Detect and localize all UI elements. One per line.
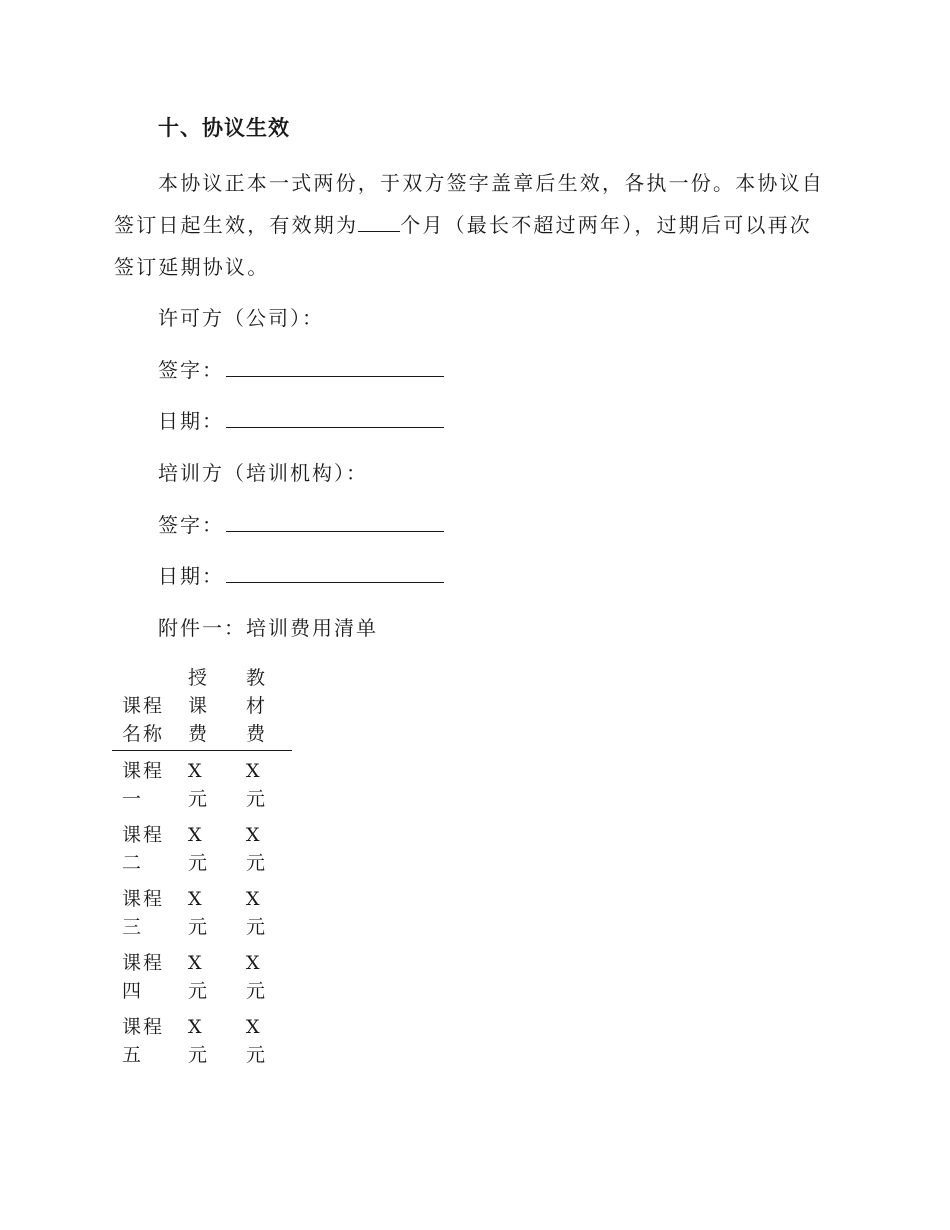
trainer-sign-label: 签字： [158,513,224,537]
trainer-signature-field[interactable] [226,509,444,532]
teaching-fee-cell: X元 [188,824,210,874]
course-name-cell: 课程二 [122,824,165,874]
licensor-sign-label: 签字： [158,358,224,382]
course-name-cell: 课程三 [122,888,165,938]
header-teaching-fee: 授课费 [176,664,234,751]
material-fee-cell: X元 [246,760,268,810]
trainer-date-row [158,560,444,589]
course-name-cell: 课程四 [122,952,165,1002]
trainer-date-field[interactable] [226,560,444,583]
licensor-label: 许可方（公司）： [158,306,324,330]
material-fee-cell: X元 [246,952,268,1002]
table-row [112,1007,292,1071]
teaching-fee-cell: X元 [188,888,210,938]
licensor-signature-field[interactable] [226,354,444,377]
course-name-cell: 课程一 [122,760,165,810]
licensor-signature-row [158,354,444,383]
header-course-name: 课程名称 [112,664,176,751]
teaching-fee-cell: X元 [188,952,210,1002]
table-row [112,943,292,1007]
header-material-fee: 教材费 [234,664,292,751]
table-row [112,815,292,879]
validity-months-blank[interactable] [358,213,400,232]
teaching-fee-cell: X元 [188,1016,210,1066]
fee-table-header-row [112,664,292,751]
trainer-signature-row [158,509,444,538]
section-heading: 十、协议生效 [158,116,290,140]
table-row [112,751,292,816]
teaching-fee-cell: X元 [188,760,210,810]
material-fee-cell: X元 [246,1016,268,1066]
licensor-date-row [158,405,444,434]
attachment-title: 附件一：培训费用清单 [158,616,378,640]
trainer-label: 培训方（培训机构）： [158,461,368,485]
licensor-date-field[interactable] [226,405,444,428]
paragraph-text-end: 个月（最长不超过两年），过期后可以再次签订延期协议。 [114,213,813,279]
course-name-cell: 课程五 [122,1016,165,1066]
licensor-date-label: 日期： [158,409,224,433]
paragraph-text-start: 本协议正本一式两份，于双方签字盖章后生效，各执一份。本协议自签订日起生效，有效期为 [114,171,824,237]
material-fee-cell: X元 [246,824,268,874]
material-fee-cell: X元 [246,888,268,938]
table-row [112,879,292,943]
trainer-date-label: 日期： [158,564,224,588]
fee-table [112,664,292,1071]
effectiveness-paragraph [114,162,834,288]
